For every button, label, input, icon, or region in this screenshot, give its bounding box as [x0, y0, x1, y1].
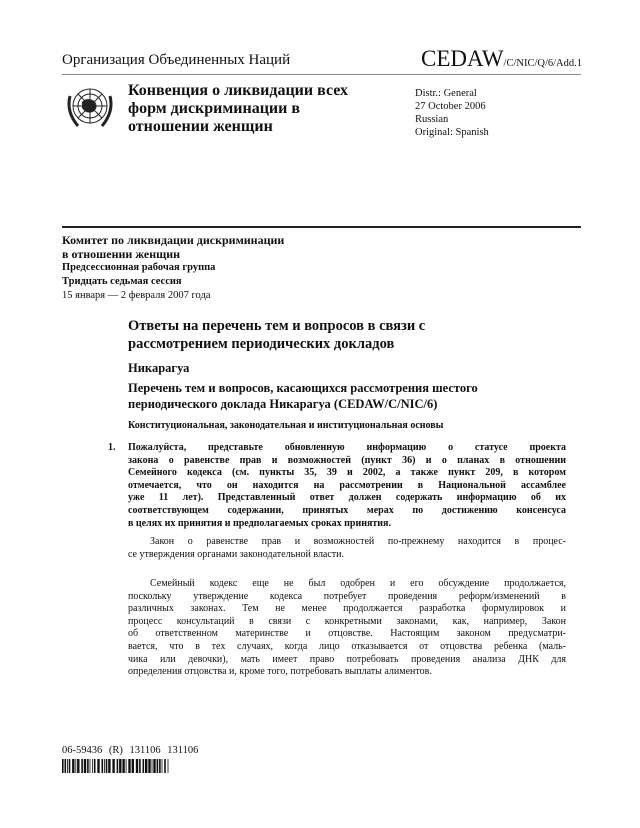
- distribution-info: [415, 87, 489, 139]
- text-line: определения отцовства и, кроме того, потребовать выплаты алиментов.: [128, 666, 432, 678]
- convention-title-line: отношении женщин: [128, 118, 273, 135]
- text-line: отмечается, что он находится на рассмотрении в Национальной ассамблее: [128, 479, 566, 491]
- text-line: вается, что в тех случаях, когда лицо отказывается от отцовства ребенка (маль-: [128, 640, 566, 652]
- un-emblem-icon: [64, 82, 116, 134]
- convention-title-line: форм дискриминации в: [128, 100, 301, 117]
- committee-name: Комитет по ликвидации дискриминации: [62, 233, 285, 247]
- text-line: в целях их принятия и предполагаемых сроках принятия.: [128, 517, 391, 529]
- language: Russian: [415, 114, 449, 125]
- section-heading: Конституциональная, законодательная и институциональная основы: [128, 420, 444, 431]
- text-line: Семейный кодекс еще не был одобрен и его обсуждение продолжается,: [150, 578, 566, 589]
- subtitle-line: периодического доклада Никарагуа (CEDAW/C/NIC/6): [128, 397, 438, 411]
- text-line: се утверждения органами законодательной власти.: [128, 548, 345, 560]
- committee-name: в отношении женщин: [62, 247, 181, 261]
- subtitle: [128, 380, 478, 412]
- question-text: [128, 442, 566, 530]
- title-line: рассмотрением периодических докладов: [128, 336, 395, 352]
- text-line: Закон о равенстве прав и возможностей по-прежнему находится в процес-: [150, 536, 566, 547]
- date: 27 October 2006: [415, 101, 486, 112]
- working-group: Предсессионная рабочая группа: [62, 262, 216, 273]
- text-line: закона о равенстве прав и возможностей (пункт 36) и о планах в отношении: [128, 454, 566, 466]
- symbol-main: CEDAW: [421, 46, 504, 71]
- text-line: процесс консультаций в связи с конкретными законами, как, например, Закон: [128, 615, 566, 627]
- convention-title-line: Конвенция о ликвидации всех: [128, 82, 349, 99]
- session-dates: 15 января — 2 февраля 2007 года: [62, 290, 211, 301]
- text-line: уже 11 лет). Представленный ответ должен содержать информацию об их: [128, 492, 566, 504]
- distribution: Distr.: General: [415, 88, 477, 99]
- original-language: Original: Spanish: [415, 127, 489, 138]
- header-divider: [62, 74, 581, 75]
- text-line: об ответственном материнстве и отцовстве. Настоящим законом предусматри-: [128, 628, 566, 640]
- committee-info: [62, 233, 284, 303]
- question-number: 1.: [108, 442, 116, 453]
- barcode-icon: [62, 759, 169, 773]
- title-line: Ответы на перечень тем и вопросов в связи с: [128, 318, 426, 334]
- subtitle-line: Перечень тем и вопросов, касающихся рассмотрения шестого: [128, 381, 478, 395]
- answer-paragraph-1: [128, 536, 566, 561]
- text-line: Семейного кодекса (см. пункты 35, 39 и 2002, а также пункт 209, в котором: [128, 467, 566, 479]
- text-line: чика или девочки), мать имеет право потребовать проведения анализа ДНК для: [128, 653, 566, 665]
- page-title: [128, 317, 425, 353]
- document-number: 06-59436 (R) 131106 131106: [62, 745, 199, 756]
- text-line: Пожалуйста, представьте обновленную информацию о статусе проекта: [128, 442, 566, 453]
- text-line: различных законах. Тем не менее продолжается разработка формулировок и: [128, 603, 566, 615]
- organization-name: Организация Объединенных Наций: [62, 52, 291, 68]
- answer-paragraph-2: [128, 578, 566, 679]
- section-divider: [62, 226, 581, 228]
- symbol-suffix: /C/NIC/Q/6/Add.1: [503, 58, 582, 69]
- text-line: поскольку утверждение кодекса потребует проведения реформ/изменений в: [128, 590, 566, 602]
- text-line: соответствующем содержании, принятых мерах по достижению консенсуса: [128, 504, 566, 516]
- country-heading: Никарагуа: [128, 361, 190, 375]
- document-symbol: [421, 46, 582, 72]
- session: Тридцать седьмая сессия: [62, 276, 182, 287]
- convention-title: [128, 82, 348, 136]
